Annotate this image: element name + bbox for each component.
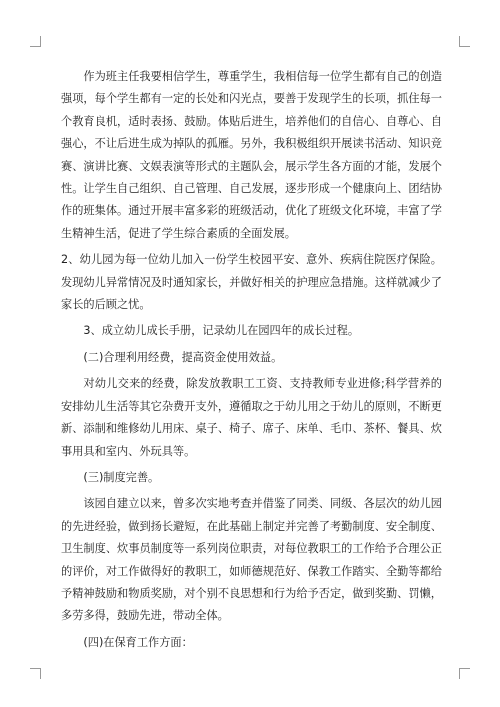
paragraph-funding: 对幼儿交来的经费，除发放教职工工资、支持教师专业进修;科学营养的安排幼儿生活等其它杂费开支外，遵循取之于幼儿用之于幼儿的原则，不断更新、添制和维修幼儿用床、桌子、椅子、席子、床单、毛巾、茶杯、餐具、炊事用具和室内、外玩具等。 (61, 377, 442, 458)
paragraph-system: 该园自建立以来，曾多次实地考查并借鉴了同类、同级、各层次的幼儿园的先进经验，做到扬长避短，在此基础上制定并完善了考勤制度、安全制度、卫生制度、炊事员制度等一系列岗位职责，对每位教职工的工作给予合理公正的评价，对工作做得好的教职工，如师德规范好、保教工作踏实、全勤等都给予精神鼓励和物质奖励，对个别不良思想和行为给予否定，做到奖勤、罚懒，多劳多得，鼓励先进，带动全体。 (61, 497, 442, 623)
heading-childcare: (四)在保育工作方面： (83, 635, 193, 649)
crop-mark-top-right (459, 36, 470, 47)
crop-mark-bottom-left (30, 668, 41, 679)
paragraph-insurance: 2、幼儿园为每一位幼儿加入一份学生校园平安、意外、疾病住院医疗保险。发现幼儿异常情况及时通知家长，并做好相关的护理应急措施。这样就减少了家长的后顾之忧。 (61, 253, 442, 312)
document-body (61, 66, 442, 654)
crop-mark-top-left (30, 36, 41, 47)
heading-system: (三)制度完善。 (83, 470, 160, 484)
heading-funding: (二)合理利用经费，提高资金使用效益。 (83, 350, 283, 364)
paragraph-class-management: 作为班主任我要相信学生，尊重学生，我相信每一位学生都有自己的创造强项，每个学生都有一定的长处和闪光点，要善于发现学生的长项，抓住每一个教育良机，适时表扬、鼓励。体贴后进生，培养他们的自信心、自尊心、自强心，不让后进生成为掉队的孤雁。另外，我积极组织开展读书活动、知识竞赛、演讲比赛、文娱表演等形式的主题队会，展示学生各方面的才能，发展个性。让学生自己组织、自己管理、自己发展，逐步形成一个健康向上、团结协作的班集体。通过开展丰富多彩的班级活动，优化了班级文化环境，丰富了学生精神生活，促进了学生综合素质的全面发展。 (61, 70, 442, 240)
crop-mark-bottom-right (459, 668, 470, 679)
paragraph-growth-record: 3、成立幼儿成长手册，记录幼儿在园四年的成长过程。 (83, 324, 360, 338)
